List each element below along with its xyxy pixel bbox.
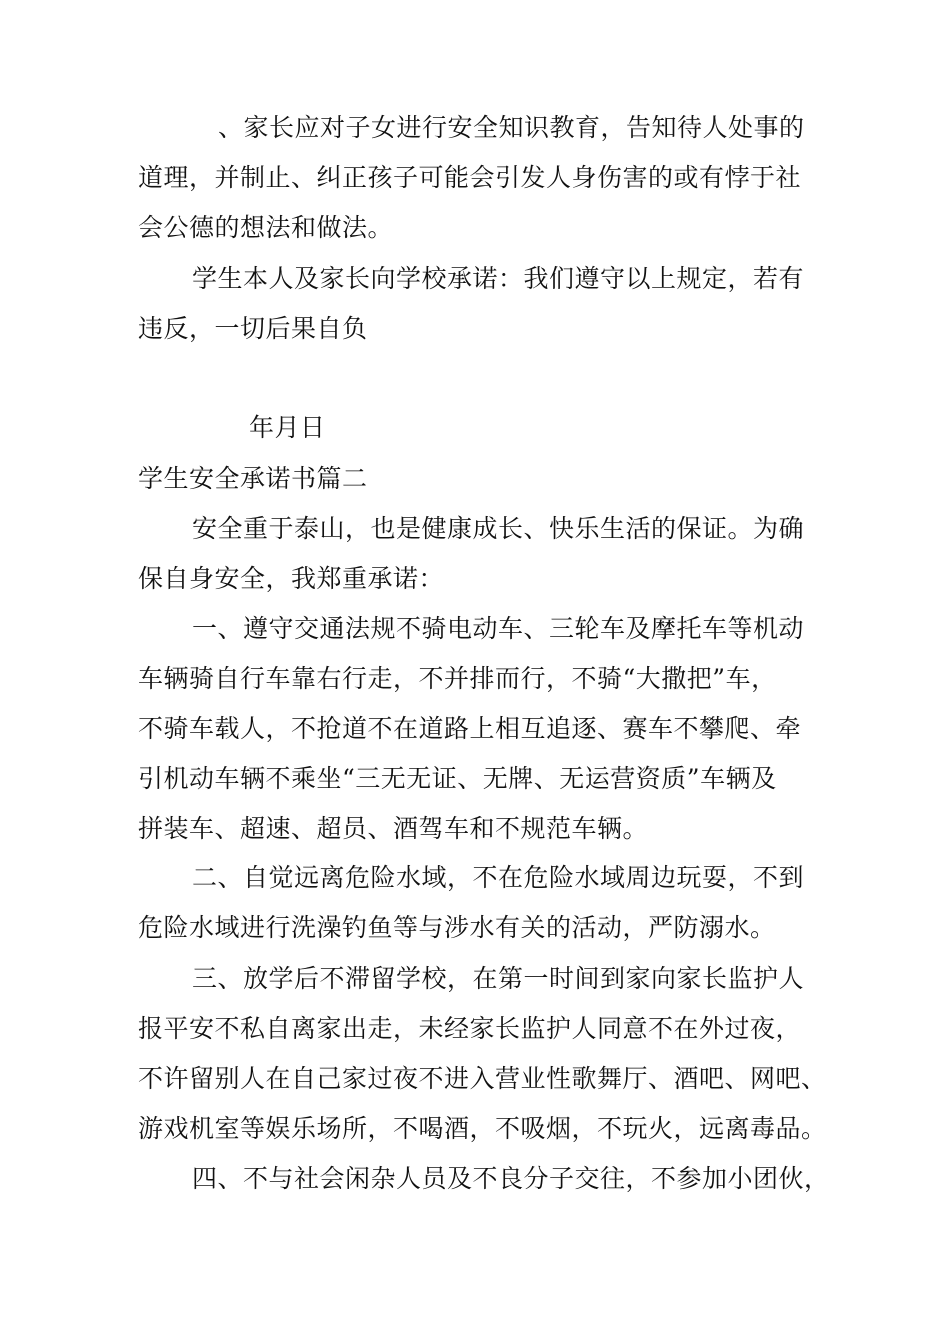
paragraph-line: 危险水域进行洗澡钓鱼等与涉水有关的活动，严防溺水。 (138, 913, 776, 942)
paragraph-line: 违反，一切后果自负 (138, 314, 368, 343)
date-line: 年月日 (249, 413, 326, 442)
paragraph-line: 一、遵守交通法规不骑电动车、三轮车及摩托车等机动 (192, 614, 805, 643)
paragraph-line: 拼装车、超速、超员、酒驾车和不规范车辆。 (138, 814, 649, 843)
paragraph-line: 车辆骑自行车靠右行走，不并排而行，不骑“大撒把”车， (138, 664, 777, 693)
paragraph-line: 不许留别人在自己家过夜不进入营业性歌舞厅、酒吧、网吧、 (138, 1064, 827, 1093)
paragraph-line: 保自身安全，我郑重承诺： (138, 564, 445, 593)
paragraph-line: 引机动车辆不乘坐“三无无证、无牌、无运营资质”车辆及 (138, 764, 777, 793)
paragraph-line: 二、自觉远离危险水域，不在危险水域周边玩耍，不到 (192, 863, 805, 892)
paragraph-line: 游戏机室等娱乐场所，不喝酒，不吸烟，不玩火，远离毒品。 (138, 1114, 827, 1143)
paragraph-line: 不骑车载人，不抢道不在道路上相互追逐、赛车不攀爬、牵 (138, 714, 802, 743)
paragraph-line: 报平安不私自离家出走，未经家长监护人同意不在外过夜， (138, 1014, 802, 1043)
paragraph-line: 三、放学后不滞留学校，在第一时间到家向家长监护人 (192, 964, 805, 993)
paragraph-line: 安全重于泰山，也是健康成长、快乐生活的保证。为确 (192, 514, 805, 543)
paragraph-line: 学生本人及家长向学校承诺：我们遵守以上规定，若有 (192, 264, 805, 293)
paragraph-line: 、家长应对子女进行安全知识教育，告知待人处事的 (218, 113, 805, 142)
paragraph-line: 会公德的想法和做法。 (138, 213, 394, 242)
paragraph-line: 四、不与社会闲杂人员及不良分子交往，不参加小团伙， (192, 1164, 830, 1193)
section-heading: 学生安全承诺书篇二 (138, 464, 368, 493)
paragraph-line: 道理，并制止、纠正孩子可能会引发人身伤害的或有悖于社 (138, 163, 802, 192)
